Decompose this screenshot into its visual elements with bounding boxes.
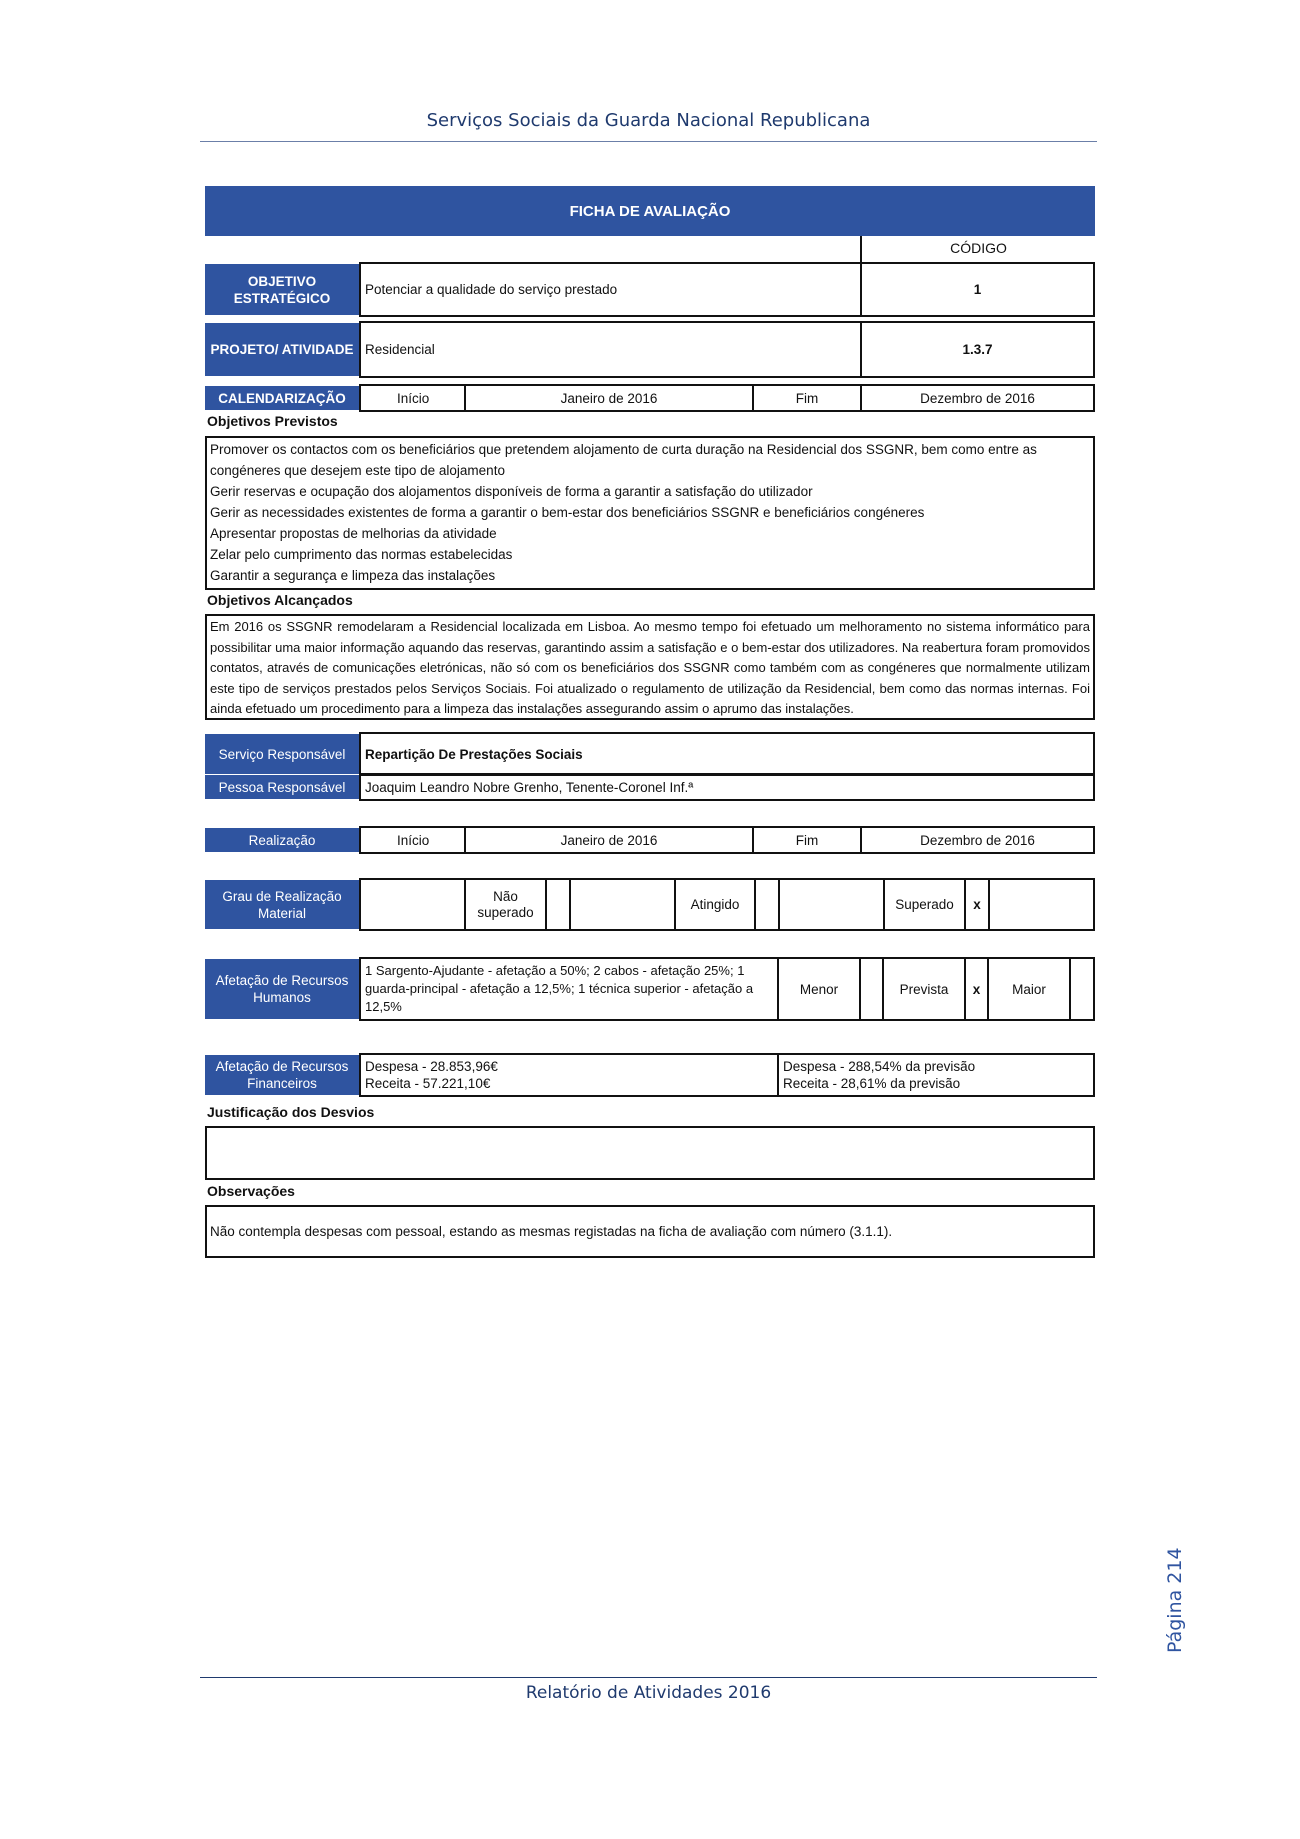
objetivo-previsto-item: congéneres que desejem este tipo de alojamento — [210, 463, 505, 478]
footer-rule — [200, 1677, 1097, 1678]
rh-label: Afetação de Recursos Humanos — [205, 959, 359, 1019]
calendarizacao-fim: Dezembro de 2016 — [860, 384, 1095, 412]
grau-empty-cell — [778, 878, 885, 931]
realizacao-fim-label: Fim — [752, 826, 862, 854]
rh-menor: Menor — [777, 957, 861, 1021]
projeto-value: Residencial — [359, 321, 862, 378]
rf-percentages — [777, 1053, 1095, 1097]
rh-maior-check — [1069, 957, 1095, 1021]
projeto-code: 1.3.7 — [860, 321, 1095, 378]
grau-empty-cell — [569, 878, 676, 931]
objetivo-previsto-item: Apresentar propostas de melhorias da atividade — [210, 526, 497, 541]
rf-label: Afetação de Recursos Financeiros — [205, 1055, 359, 1095]
objetivo-previsto-item: Gerir reservas e ocupação dos alojamentos disponíveis de forma a garantir a satisfação do utilizador — [210, 484, 813, 499]
codigo-label: CÓDIGO — [950, 240, 1007, 256]
objetivos-alcancados-text: Em 2016 os SSGNR remodelaram a Residencial localizada em Lisboa. Ao mesmo tempo foi efetuado um melhoramento no sistema informático para possibilitar uma maior informação aquando das reservas, garantindo assim a satisfação e o bem-estar dos utilizadores. Na reabertura foram promovidos contatos, através de comunicações eletrónicas, não só com os beneficiários dos SSGNR como também com as congéneres que normalmente utilizam este tipo de serviços prestados pelos Serviços Sociais. Foi atualizado o regulamento de utilização da Residencial, bem como das normas internas. Foi ainda efetuado um procedimento para a limpeza das instalações assegurando assim o aprumo das instalações. — [205, 614, 1095, 720]
observacoes-title: Observações — [207, 1183, 295, 1199]
rf-despesa-pct: Despesa - 288,54% da previsão — [783, 1059, 976, 1074]
rh-menor-check — [859, 957, 884, 1021]
grau-label: Grau de Realização Material — [205, 880, 359, 929]
calendarizacao-inicio: Janeiro de 2016 — [464, 384, 754, 412]
grau-superado: Superado — [883, 878, 966, 931]
page-number: Página 214 — [1164, 1547, 1186, 1653]
rh-prevista: Prevista — [882, 957, 966, 1021]
rf-receita: Receita - 57.221,10€ — [365, 1076, 491, 1091]
document-header: Serviços Sociais da Guarda Nacional Republicana — [426, 110, 871, 131]
grau-superado-check: x — [964, 878, 990, 931]
grau-atingido: Atingido — [674, 878, 756, 931]
grau-nao-superado: Não superado — [464, 878, 547, 931]
header-rule — [200, 141, 1097, 142]
realizacao-label: Realização — [205, 828, 359, 852]
grau-nao-superado-check — [545, 878, 571, 931]
observacoes-text: Não contempla despesas com pessoal, estando as mesmas registadas na ficha de avaliação com número (3.1.1). — [205, 1205, 1095, 1258]
justificacao-box — [205, 1126, 1095, 1180]
projeto-label: PROJETO/ ATIVIDADE — [205, 323, 359, 376]
objetivo-previsto-item: Gerir as necessidades existentes de forma a garantir o bem-estar dos beneficiários SSGNR e beneficiários congéneres — [210, 505, 925, 520]
objetivo-code: 1 — [860, 262, 1095, 317]
objetivos-previstos-box — [205, 436, 1095, 590]
rh-value: 1 Sargento-Ajudante - afetação a 50%; 2 cabos - afetação 25%; 1 guarda-principal - afetação a 12,5%; 1 técnica superior - afetação a 12,5% — [359, 957, 779, 1021]
grau-empty-cell — [988, 878, 1095, 931]
rh-prevista-check: x — [964, 957, 989, 1021]
objetivo-label: OBJETIVO ESTRATÉGICO — [205, 264, 359, 315]
justificacao-title: Justificação dos Desvios — [207, 1104, 375, 1120]
calendarizacao-inicio-label: Início — [359, 384, 466, 412]
objetivo-value: Potenciar a qualidade do serviço prestado — [359, 262, 862, 317]
objetivos-alcancados-title: Objetivos Alcançados — [207, 592, 353, 608]
rf-receita-pct: Receita - 28,61% da previsão — [783, 1076, 961, 1091]
rf-values — [359, 1053, 779, 1097]
rh-maior: Maior — [987, 957, 1071, 1021]
calendarizacao-label: CALENDARIZAÇÃO — [205, 386, 359, 410]
pessoa-value: Joaquim Leandro Nobre Grenho, Tenente-Coronel Inf.ª — [359, 773, 1095, 801]
pessoa-label: Pessoa Responsável — [205, 775, 359, 799]
realizacao-inicio: Janeiro de 2016 — [464, 826, 754, 854]
grau-atingido-check — [754, 878, 780, 931]
document-footer: Relatório de Atividades 2016 — [525, 1683, 772, 1703]
objetivo-previsto-item: Garantir a segurança e limpeza das instalações — [210, 568, 496, 583]
objetivo-previsto-item: Zelar pelo cumprimento das normas estabelecidas — [210, 547, 513, 562]
objetivo-previsto-item: Promover os contactos com os beneficiários que pretendem alojamento de curta duração na Residencial dos SSGNR, bem como entre as — [210, 442, 1037, 457]
objetivos-previstos-title: Objetivos Previstos — [207, 413, 338, 429]
rf-despesa: Despesa - 28.853,96€ — [365, 1059, 498, 1074]
form-title: FICHA DE AVALIAÇÃO — [205, 186, 1095, 236]
grau-empty-cell — [359, 878, 466, 931]
servico-value: Repartição De Prestações Sociais — [359, 732, 1095, 776]
calendarizacao-fim-label: Fim — [752, 384, 862, 412]
realizacao-inicio-label: Início — [359, 826, 466, 854]
realizacao-fim: Dezembro de 2016 — [860, 826, 1095, 854]
servico-label: Serviço Responsável — [205, 734, 359, 774]
